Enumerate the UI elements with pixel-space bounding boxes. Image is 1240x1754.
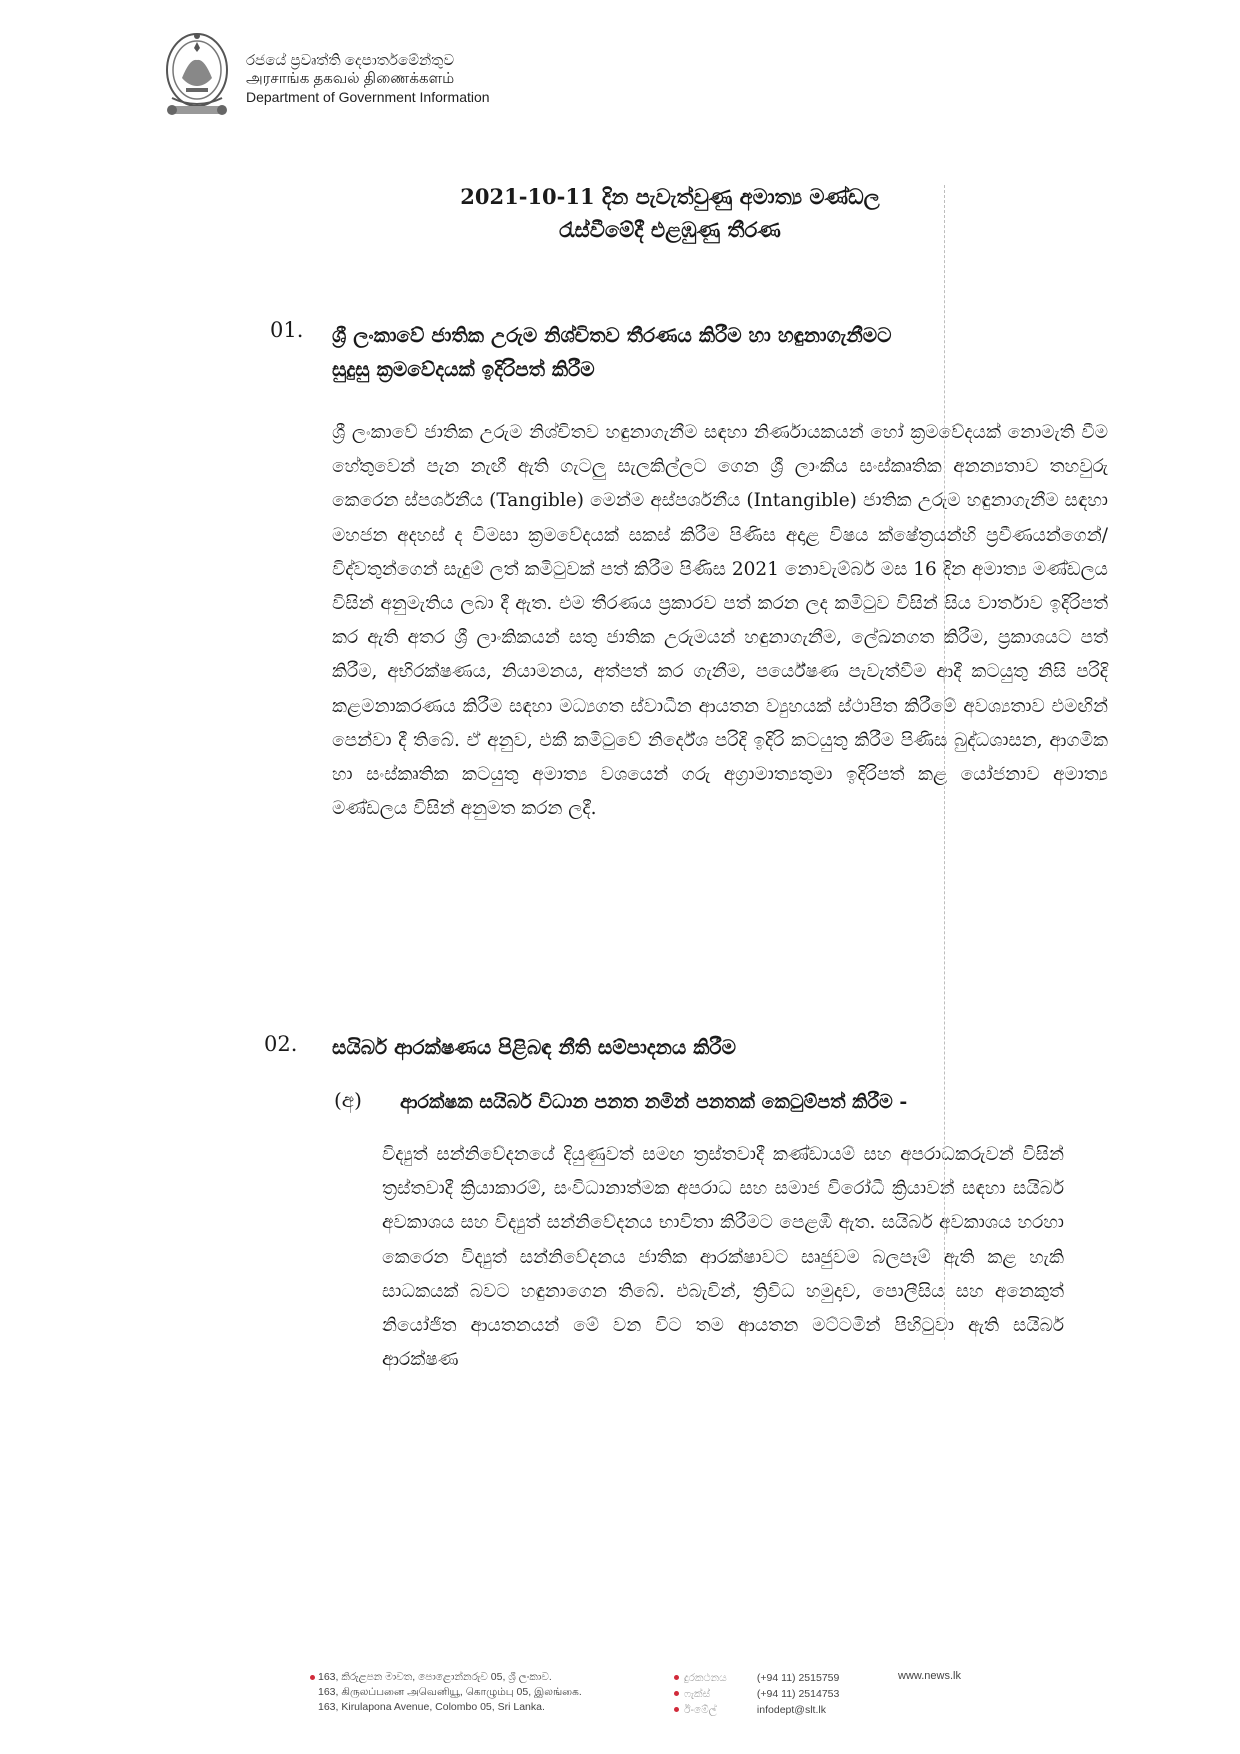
fax-bullet-icon bbox=[674, 1691, 679, 1696]
fax-label: ෆැක්ස් bbox=[684, 1688, 711, 1700]
address-english: 163, Kirulapona Avenue, Colombo 05, Sri Lanka. bbox=[318, 1701, 545, 1713]
department-name-english: Department of Government Information bbox=[246, 89, 490, 105]
section-1-body: ශ්‍රී ලංකාවේ ජාතික උරුම නිශ්චිතව හඳුනාගැනීම සඳහා නිර්ණායකයන් හෝ ක්‍රමවේදයක් නොමැති වීම හේතුවෙන් පැන නැඟී ඇති ගැටලු සැලකිල්ලට ගෙන ශ්‍රී ලාංකීය සංස්කෘතික අනන්‍යතාව තහවුරු කෙරෙන ස්පර්ශනීය (Tangible) මෙන්ම අස්පර්ශනීය (Intangible) ජාතික උරුම හඳුනාගැනීම සඳහා මහජන අදහස් ද විමසා ක්‍රමවේදයක් සකස් කිරීම පිණිස අදාළ විෂය ක්ෂේත්‍රයන්හි ප්‍රවීණයන්ගෙන්/ විද්වතුන්ගෙන් සැදුම් ලත් කමිටුවක් පත් කිරීම පිණිස 2021 නොවැම්බර් මස 16 දින අමාත්‍ය මණ්ඩලය විසින් අනුමැතිය ලබා දී ඇත. එම තීරණය ප්‍රකාරව පත් කරන ලද කමිටුව විසින් සිය වාර්තාව ඉදිරිපත් කර ඇති අතර ශ්‍රී ලාංකිකයන් සතු ජාතික උරුමයන් හඳුනාගැනීම, ලේඛනගත කිරීම, ප්‍රකාශයට පත් කිරීම, අභිරක්ෂණය, නියාමනය, අත්පත් කර ගැනීම, පර්යේෂණ පැවැත්වීම ආදී කටයුතු නිසි පරිදි කළමනාකරණය කිරීම සඳහා මධ්‍යගත ස්වාධීන ආයතන ව්‍යුහයක් ස්ථාපිත කිරීමේ අවශ්‍යතාව එමඟින් පෙන්වා දී තිබේ. ඒ අනුව, එකී කමිටුවේ නිර්දේශ පරිදි ඉදිරි කටයුතු කිරීම පිණිස බුද්ධශාසන, ආගමික හා සංස්කෘතික කටයුතු අමාත්‍ය වශයෙන් ගරු අග්‍රාමාත්‍යතුමා ඉදිරිපත් කළ යෝජනාව අමාත්‍ය මණ්ඩලය විසින් අනුමත කරන ලදී. bbox=[332, 422, 1108, 820]
phone-row bbox=[684, 1670, 839, 1686]
website-link[interactable]: www.news.lk bbox=[898, 1670, 961, 1682]
section-1-heading-line-2: සුදුසු ක්‍රමවේදයක් ඉදිරිපත් කිරීම bbox=[332, 357, 595, 381]
address-tamil: 163, கிருலப்பனை அவெனியூ, கொழும்பு 05, இலங்கை. bbox=[318, 1686, 582, 1698]
section-2-heading: සයිබර් ආරක්ෂණය පිළිබඳ නීති සම්පාදනය කිරීම bbox=[332, 1035, 736, 1059]
footer-address bbox=[318, 1670, 582, 1715]
section-1-heading bbox=[332, 318, 1112, 386]
phone-label: දුරකථනය bbox=[684, 1672, 727, 1684]
address-sinhala: 163, කිරුළපන මාවත, පොළොන්නරුව 05, ශ්‍රී ලංකාව. bbox=[318, 1671, 552, 1683]
section-1-number: 01. bbox=[270, 318, 304, 342]
section-2-body: විද්‍යුත් සන්නිවේදනයේ දියුණුවත් සමඟ ත්‍රස්තවාදී කණ්ඩායම් සහ අපරාධකරුවන් විසින් ත්‍රස්තවාදී ක්‍රියාකාරම්, සංවිධානාත්මක අපරාධ සහ සමාජ විරෝධී ක්‍රියාවන් සඳහා සයිබර් අවකාශය සහ විද්‍යුත් සන්නිවේදනය භාවිතා කිරීමට පෙළඹී ඇත. සයිබර් අවකාශය හරහා කෙරෙන විද්‍යුත් සන්නිවේදනය ජාතික ආරක්ෂාවට සෘජුවම බලපෑම් ඇති කළ හැකි සාධකයක් බවට හඳුනාගෙන තිබේ. එබැවින්, ත්‍රිවිධ හමුදාව, පොලීසිය සහ අනෙකුත් නියෝජිත ආයතනයන් මේ වන විට තම ආයතන මට්ටමින් පිහිටුවා ඇති සයිබර් ආරක්ෂණ bbox=[382, 1144, 1064, 1371]
scan-artifact-line bbox=[944, 185, 945, 1340]
fax-number: (+94 11) 2514753 bbox=[756, 1688, 840, 1700]
title-line-1: 2021-10-11 දින පැවැත්වුණු අමාත්‍ය මණ්ඩල bbox=[460, 184, 880, 209]
email-row bbox=[684, 1702, 839, 1718]
department-name-sinhala: රජයේ ප්‍රවෘත්ති දෙපාර්තමේන්තුව bbox=[246, 52, 455, 69]
email-bullet-icon bbox=[674, 1707, 679, 1712]
email-address[interactable]: infodept@slt.lk bbox=[756, 1704, 826, 1716]
footer-contact bbox=[684, 1670, 839, 1718]
title-line-2: රැස්වීමේදී එළඹුණු තීරණ bbox=[559, 217, 781, 242]
phone-number: (+94 11) 2515759 bbox=[756, 1672, 840, 1684]
sri-lanka-emblem-icon bbox=[158, 28, 236, 120]
phone-bullet-icon bbox=[674, 1675, 679, 1680]
fax-row bbox=[684, 1686, 839, 1702]
sub-section-label: (අ) bbox=[334, 1088, 362, 1112]
section-1-heading-line-1: ශ්‍රී ලංකාවේ ජාතික උරුම නිශ්චිතව තීරණය කිරීම හා හඳුනාගැනීමට bbox=[332, 323, 892, 347]
sub-section-heading: ආරක්ෂක සයිබර් විධාන පනත නමින් පනතක් කෙටුම්පත් කිරීම - bbox=[400, 1091, 908, 1113]
department-name-block bbox=[246, 52, 490, 106]
document-title bbox=[360, 180, 980, 246]
department-name-tamil: அரசாங்க தகவல் திணைக்களம் bbox=[246, 70, 455, 87]
section-2-number: 02. bbox=[264, 1032, 298, 1056]
email-label: ඊ-මේල් bbox=[684, 1704, 717, 1716]
address-bullet-icon bbox=[310, 1675, 315, 1680]
